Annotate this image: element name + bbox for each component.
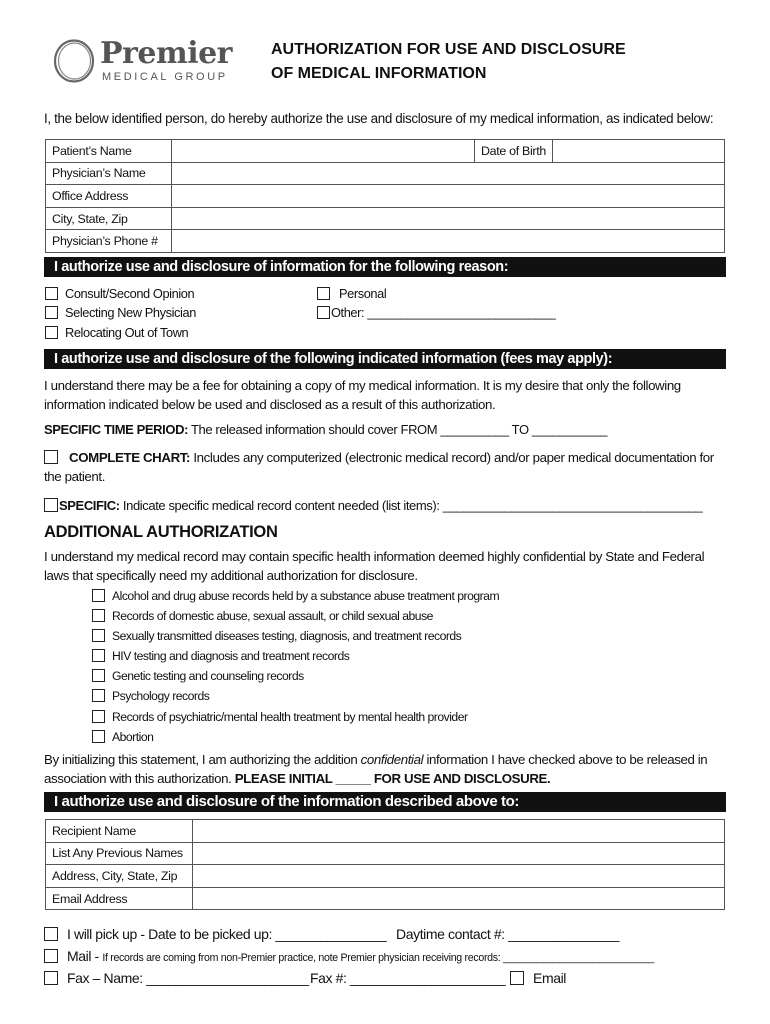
checkbox-icon[interactable] <box>92 710 105 723</box>
checkbox-icon[interactable] <box>44 450 58 464</box>
reason-section-header: I authorize use and disclosure of information for the following reason: <box>44 257 726 277</box>
city-state-zip-label: City, State, Zip <box>46 207 172 230</box>
recipient-address-label: Address, City, State, Zip <box>46 865 193 888</box>
reason-option-consult[interactable]: Consult/Second Opinion <box>45 286 194 301</box>
checkbox-icon[interactable] <box>92 649 105 662</box>
patients-name-field[interactable] <box>172 140 475 163</box>
date-of-birth-field[interactable] <box>553 140 725 163</box>
list-item[interactable]: Records of psychiatric/mental health treatment by mental health provider <box>92 710 468 724</box>
checkbox-icon[interactable] <box>44 971 58 985</box>
fee-paragraph: I understand there may be a fee for obtaining a copy of my medical information. It is my desire that only the following information indicated below be used and disclosed as a result of this authorization. <box>44 378 681 412</box>
complete-chart-option[interactable]: COMPLETE CHART: Includes any computerized (electronic medical record) and/or paper medical documentation for the patient. <box>44 450 714 484</box>
list-item[interactable]: Abortion <box>92 730 153 744</box>
checkbox-icon[interactable] <box>92 589 105 602</box>
checkbox-icon[interactable] <box>45 287 58 300</box>
checkbox-icon[interactable] <box>317 287 330 300</box>
title-line-1: AUTHORIZATION FOR USE AND DISCLOSURE <box>271 41 626 58</box>
email-address-field[interactable] <box>193 887 725 910</box>
checkbox-icon[interactable] <box>92 669 105 682</box>
email-address-label: Email Address <box>46 887 193 910</box>
checkbox-icon[interactable] <box>92 730 105 743</box>
reason-option-personal[interactable]: Personal <box>317 286 386 301</box>
checkbox-icon[interactable] <box>317 306 330 319</box>
additional-authorization-heading: ADDITIONAL AUTHORIZATION <box>44 523 278 541</box>
specific-option[interactable]: SPECIFIC: Indicate specific medical record content needed (list items): ______________________________________ <box>44 498 702 513</box>
list-item[interactable]: Alcohol and drug abuse records held by a substance abuse treatment program <box>92 589 499 603</box>
previous-names-label: List Any Previous Names <box>46 842 193 865</box>
logo-ring-icon <box>52 38 96 84</box>
fax-number: Fax #: _____________________ <box>310 970 506 986</box>
recipient-table <box>45 819 725 910</box>
checkbox-icon[interactable] <box>510 971 524 985</box>
recipient-name-label: Recipient Name <box>46 820 193 843</box>
list-item[interactable]: Sexually transmitted diseases testing, diagnosis, and treatment records <box>92 629 461 643</box>
reason-option-relocating[interactable]: Relocating Out of Town <box>45 325 188 340</box>
reason-option-selecting[interactable]: Selecting New Physician <box>45 305 196 320</box>
physicians-name-label: Physician’s Name <box>46 162 172 185</box>
physicians-name-field[interactable] <box>172 162 725 185</box>
specific-time-period: SPECIFIC TIME PERIOD: The released information should cover FROM __________ TO ___________ <box>44 422 608 437</box>
document-title <box>271 38 626 86</box>
recipient-name-field[interactable] <box>193 820 725 843</box>
checkbox-icon[interactable] <box>45 326 58 339</box>
list-item[interactable]: HIV testing and diagnosis and treatment records <box>92 649 349 663</box>
physicians-phone-label: Physician’s Phone # <box>46 230 172 253</box>
patients-name-label: Patient’s Name <box>46 140 172 163</box>
office-address-label: Office Address <box>46 185 172 208</box>
daytime-contact: Daytime contact #: _______________ <box>396 926 620 942</box>
pickup-option[interactable]: I will pick up - Date to be picked up: _______________ <box>44 926 386 942</box>
title-line-2: OF MEDICAL INFORMATION <box>271 65 487 82</box>
list-item[interactable]: Genetic testing and counseling records <box>92 669 304 683</box>
recipient-address-field[interactable] <box>193 865 725 888</box>
checkbox-icon[interactable] <box>92 629 105 642</box>
city-state-zip-field[interactable] <box>172 207 725 230</box>
indicated-section-header: I authorize use and disclosure of the following indicated information (fees may apply): <box>44 349 726 369</box>
patient-info-table <box>45 139 725 253</box>
checkbox-icon[interactable] <box>44 498 58 512</box>
initial-statement: By initializing this statement, I am authorizing the addition confidential information I have checked above to be released in association with this authorization. PLEASE INITIAL _____ FOR USE AND DISCLOSURE. <box>44 752 708 786</box>
email-option[interactable]: Email <box>510 970 566 986</box>
fax-option[interactable]: Fax – Name: ______________________ <box>44 970 309 986</box>
checkbox-icon[interactable] <box>45 306 58 319</box>
reason-option-other[interactable]: Other: ____________________________ <box>317 305 555 320</box>
physicians-phone-field[interactable] <box>172 230 725 253</box>
recipient-section-header: I authorize use and disclosure of the information described above to: <box>44 792 726 812</box>
checkbox-icon[interactable] <box>44 949 58 963</box>
mail-option[interactable]: Mail - If records are coming from non-Premier practice, note Premier physician receiving records: ___________________________ <box>44 948 654 964</box>
list-item[interactable]: Records of domestic abuse, sexual assault, or child sexual abuse <box>92 609 433 623</box>
logo-subtitle: MEDICAL GROUP <box>102 71 228 83</box>
previous-names-field[interactable] <box>193 842 725 865</box>
logo-name: Premier <box>100 36 232 71</box>
checkbox-icon[interactable] <box>92 689 105 702</box>
office-address-field[interactable] <box>172 185 725 208</box>
additional-paragraph: I understand my medical record may contain specific health information deemed highly confidential by State and Federal laws that specifically need my additional authorization for disclosure. <box>44 549 705 583</box>
checkbox-icon[interactable] <box>92 609 105 622</box>
checkbox-icon[interactable] <box>44 927 58 941</box>
intro-text: I, the below identified person, do hereby authorize the use and disclosure of my medical information, as indicated below: <box>44 111 714 126</box>
list-item[interactable]: Psychology records <box>92 689 209 703</box>
date-of-birth-label: Date of Birth <box>475 140 553 163</box>
